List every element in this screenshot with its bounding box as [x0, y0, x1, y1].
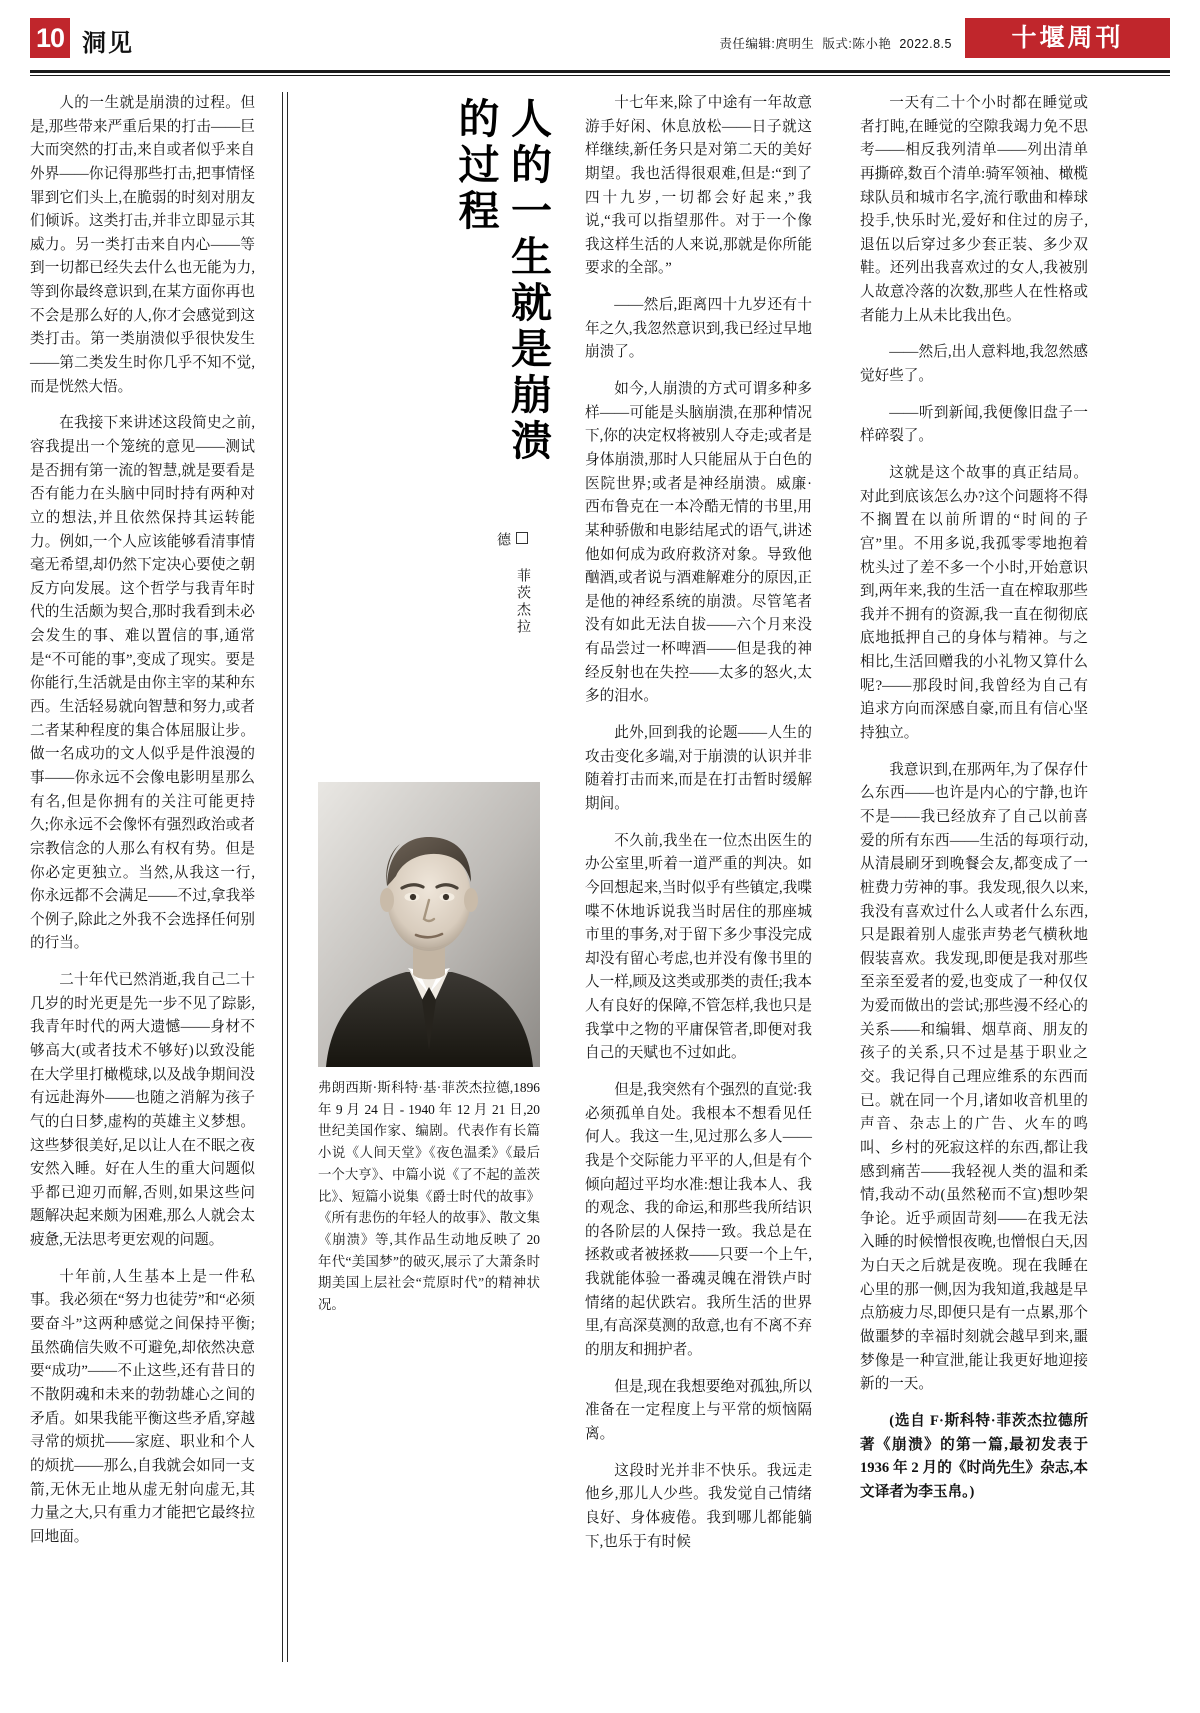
- editor-label: 责任编辑:: [719, 37, 776, 51]
- page-title: 人的一生就是崩溃的过程: [452, 97, 551, 465]
- paragraph: 如今,人崩溃的方式可谓多种多样——可能是头脑崩溃,在那种情况下,你的决定权将被别人夺走;或者是身体崩溃,那时人只能屈从于白色的医院世界;或者是神经崩溃。威廉·西布鲁克在一本冷酷无情的书里,用某种骄傲和电影结尾式的语气,讲述他如何成为政府救济对象。导致他酗酒,或者说与酒难解难分的原因,正是他的神经系统的崩溃。尽管笔者没有如此无法自拔——六个月来没有品尝过一杯啤酒——但是我的神经反射也在失控——太多的怒火,太多的泪水。: [585, 381, 812, 705]
- paragraph: 我意识到,在那两年,为了保存什么东西——也许是内心的宁静,也许不是——我已经放弃了自己以前喜爱的所有东西——生活的每项行动,从清晨刷牙到晚餐会友,都变成了一桩费力劳神的事。我发现,很久以来,我没有喜欢过什么人或者什么东西,只是跟着别人虚张声势老气横秋地假装喜欢。我发现,即便是我对那些至亲至爱者的爱,也变成了一种仅仅为爱而做出的尝试;那些漫不经心的关系——和编辑、烟草商、朋友的孩子的关系,只不过是基于职业之交。我记得自己理应维系的东西而已。就在同一个月,诸如收音机里的声音、杂志上的广告、火车的鸣叫、乡村的死寂这样的东西,都让我感到痛苦——我轻视人类的温和柔情,我动不动(虽然秘而不宣)想吵架争论。近乎顽固苛刻——在我无法入睡的时候憎恨夜晚,也憎恨白天,因为白天之后就是夜晚。现在我睡在心里的那一侧,因为我知道,我越是早点筋疲力尽,即便只是有一点累,那个做噩梦的幸福时刻就会越早到来,噩梦像是一种宣泄,能让我更好地迎接新的一天。: [860, 761, 1088, 1393]
- paragraph: 十七年来,除了中途有一年故意游手好闲、休息放松——日子就这样继续,新任务只是对第二天的美好期望。我也活得很艰难,但是:“到了四十九岁,一切都会好起来,”我说,“我可以指望那件。对于一个像我这样生活的人来说,那就是你所能要求的全部。”: [585, 95, 812, 277]
- column-divider-left: [282, 92, 283, 1662]
- paragraph: 人的一生就是崩溃的过程。但是,那些带来严重后果的打击——巨大而突然的打击,来自或者似乎来自外界——你记得那些打击,把事情怪罪到它们头上,在脆弱的时刻对朋友们倾诉。这类打击,并非立即显示其威力。另一类打击来自内心——等到一切都已经失去什么也无能为力,等到你最终意识到,在某方面你再也不会是那么好的人,你才会感觉到这类打击。第一类崩溃似乎很快发生——第二类发生时你几乎不知不觉,而是恍然大悟。: [30, 95, 255, 395]
- photo-caption: 弗朗西斯·斯科特·基·菲茨杰拉德,1896 年 9 月 24 日 - 1940 年 12 月 21 日,20 世纪美国作家、编剧。代表作有长篇小说《人间天堂》《夜色温柔》《最后一个大亨》、中篇小说《了不起的盖茨比》、短篇小说集《爵士时代的故事》《所有悲伤的年轻人的故事》、散文集《崩溃》等,其作品生动地反映了 20 年代“美国梦”的破灭,展示了大萧条时期美国上层社会“荒原时代”的精神状况。: [318, 1080, 540, 1313]
- paragraph: 这就是这个故事的真正结局。对此到底该怎么办?这个问题将不得不搁置在以前所谓的“时间的子宫”里。不用多说,我孤零零地抱着枕头过了差不多一个小时,开始意识到,两年来,我的生活一直在榨取那些我并不拥有的资源,我一直在彻彻底底地抵押自己的身体与精神。与之相比,生活回赠我的小礼物又算什么呢?——那段时间,我曾经为自己有追求方向而深感自豪,而且有信心坚持独立。: [860, 464, 1088, 742]
- paragraph: ——听到新闻,我便像旧盘子一样碎裂了。: [860, 404, 1088, 445]
- column-divider-right: [287, 92, 288, 1662]
- header-rule-thick: [30, 70, 1170, 73]
- paragraph: 这段时光并非不快乐。我远走他乡,那儿人少些。我发觉自己情绪良好、身体疲倦。我到哪儿都能躺下,也乐于有时候: [585, 1462, 812, 1550]
- text-column-2: [585, 92, 812, 1567]
- section-title: 洞见: [82, 30, 134, 57]
- paragraph: 此外,回到我的论题——人生的攻击变化多端,对于崩溃的认识并非随着打击而来,而是在打击暂时缓解期间。: [585, 725, 812, 812]
- text-column-3: [860, 92, 1088, 1518]
- paragraph: 不久前,我坐在一位杰出医生的办公室里,听着一道严重的判决。如今回想起来,当时似乎有些镇定,我喋喋不休地诉说我当时居住的那座城市里的事务,对于留下多少事没完成却没有留心考虑,也并没有像书里的人一样,顾及这类或那类的责任;我本人有良好的保障,不管怎样,我也只是我掌中之物的平庸保管者,即便对我自己的天赋也不过如此。: [585, 832, 812, 1062]
- masthead: [30, 18, 1170, 70]
- byline: [492, 532, 532, 652]
- byline-marker-icon: [516, 532, 528, 544]
- paragraph: 但是,我突然有个强烈的直觉:我必须孤单自处。我根本不想看见任何人。我这一生,见过那么多人——我是个交际能力平平的人,但是有个倾向超过平均水准:想让我本人、我的观念、我的命运,和那些我所结识的各阶层的人保持一致。我总是在拯救或者被拯救——只要一个上午,我就能体验一番魂灵魄在滑铁卢时情绪的起伏跌宕。我所生活的世界里,有高深莫测的敌意,也有不离不弃的朋友和拥护者。: [585, 1081, 812, 1359]
- layout-label: 版式:: [822, 37, 853, 51]
- paragraph: 二十年代已然消逝,我自己二十几岁的时光更是先一步不见了踪影,我青年时代的两大遗憾——身材不够高大(或者技术不够好)以致没能在大学里打橄榄球,以及战争期间没有远赴海外——也随之消解为孩子气的白日梦,虚构的英雄主义梦想。这些梦很美好,足以让人在不眠之夜安然入睡。好在人生的重大问题似乎都已迎刃而解,否则,如果这些问题解决起来颇为困难,那么人就会太疲惫,无法思考更宏观的问题。: [30, 972, 255, 1249]
- page-number: 10: [30, 18, 70, 58]
- source-note: (选自 F·斯科特·菲茨杰拉德所著《崩溃》的第一篇,最初发表于 1936 年 2 月的《时尚先生》杂志,本文译者为李玉帛。): [860, 1412, 1088, 1500]
- byline-author: 菲茨杰拉德: [495, 532, 530, 636]
- text-column-1: [30, 92, 255, 1562]
- editor-name: 庹明生: [775, 37, 815, 51]
- header-rule-thin: [30, 75, 1170, 76]
- portrait-illustration: [318, 782, 540, 1067]
- author-portrait: [318, 782, 540, 1067]
- article-body: [30, 92, 1170, 1682]
- credits-line: [719, 34, 952, 52]
- paragraph: ——然后,距离四十九岁还有十年之久,我忽然意识到,我已经过早地崩溃了。: [585, 297, 812, 361]
- layout-name: 陈小艳: [852, 37, 892, 51]
- paragraph: 但是,现在我想要绝对孤独,所以准备在一定程度上与平常的烦恼隔离。: [585, 1378, 812, 1442]
- publish-date: 2022.8.5: [899, 37, 952, 51]
- paragraph: 一天有二十个小时都在睡觉或者打盹,在睡觉的空隙我竭力免不思考——相反我列清单——列出清单再撕碎,数百个清单:骑军领袖、橄榄球队员和城市名字,流行歌曲和棒球投手,快乐时光,爱好和住过的房子,退伍以后穿过多少套正装、多少双鞋。还列出我喜欢过的女人,我被别人故意冷落的次数,那些人在性格或者能力上从未比我出色。: [860, 95, 1088, 324]
- paper-logo: 十堰周刊: [965, 18, 1170, 58]
- paragraph: 十年前,人生基本上是一件私事。我必须在“努力也徒劳”和“必须要奋斗”这两种感觉之间保持平衡;虽然确信失败不可避免,却依然决意要“成功”——不止这些,还有昔日的不散阴魂和未来的勃勃雄心之间的矛盾。如果我能平衡这些矛盾,穿越寻常的烦扰——家庭、职业和个人的烦扰——那么,自我就会如同一支箭,无休无止地从虚无射向虚无,其力量之大,只有重力才能把它最终拉回地面。: [30, 1268, 255, 1545]
- paragraph: ——然后,出人意料地,我忽然感觉好些了。: [860, 344, 1088, 385]
- paragraph: 在我接下来讲述这段简史之前,容我提出一个笼统的意见——测试是否拥有第一流的智慧,就是要看是否有能力在头脑中同时持有两种对立的想法,并且依然保持其运转能力。例如,一个人应该能够看清事情毫无希望,却仍然下定决心要使之朝反方向发展。这个哲学与我青年时代的生活颇为契合,那时我看到未必会发生的事、难以置信的事,通常是“不可能的事”,变成了现实。要是你能行,生活就是由你主宰的某种东西。生活轻易就向智慧和努力,或者二者某种程度的集合体屈服让步。做一名成功的文人似乎是件浪漫的事——你永远不会像电影明星那么有名,但是你拥有的关注可能更持久;你永远不会像怀有强烈政治或者宗教信念的人那么有权有势。但是你必定更独立。当然,从我这一行,你永远都不会满足——不过,拿我举个例子,除此之外我不会选择任何别的行当。: [30, 415, 255, 952]
- headline-block: [312, 92, 562, 682]
